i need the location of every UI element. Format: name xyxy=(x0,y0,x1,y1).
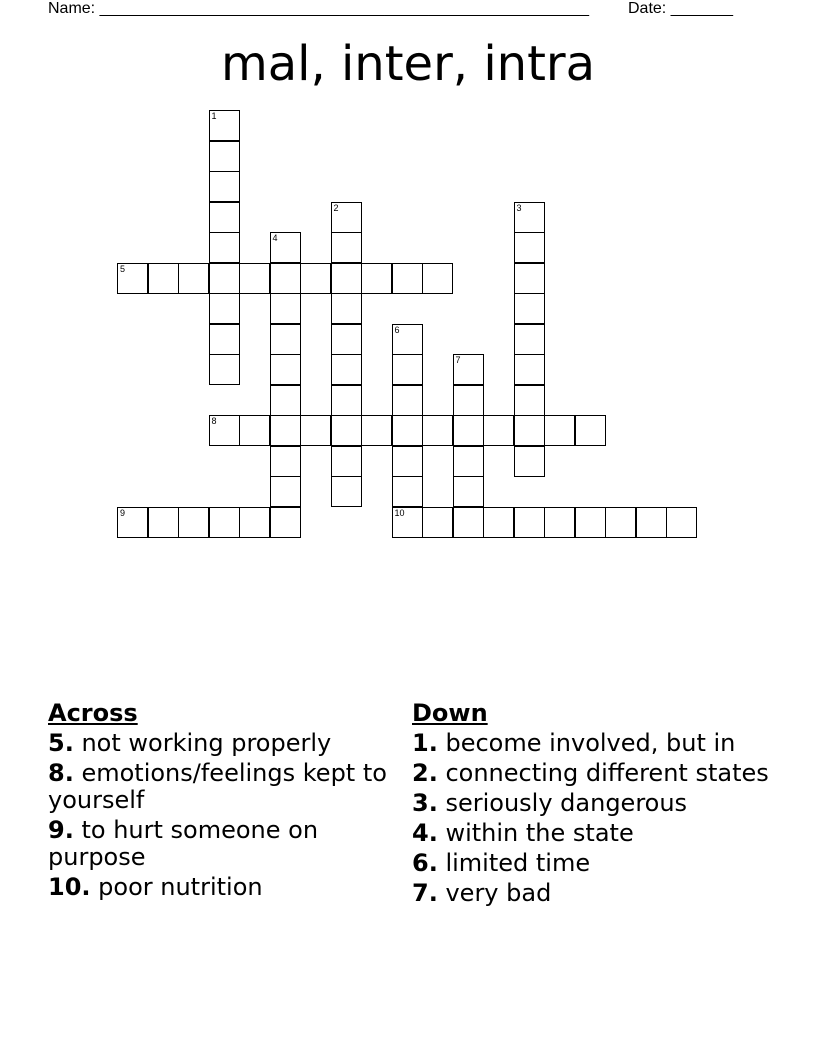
grid-cell[interactable] xyxy=(270,476,301,507)
grid-cell[interactable] xyxy=(514,263,545,294)
grid-cell[interactable] xyxy=(209,232,240,263)
grid-cell[interactable] xyxy=(422,507,453,538)
grid-cell[interactable] xyxy=(209,263,240,294)
clue-number: 3. xyxy=(412,789,438,817)
grid-cell[interactable] xyxy=(117,263,148,294)
grid-cell[interactable] xyxy=(300,415,331,446)
grid-cell[interactable] xyxy=(270,415,301,446)
page-title: mal, inter, intra xyxy=(220,36,596,92)
grid-cell[interactable] xyxy=(148,507,179,538)
clue-text: to hurt someone on purpose xyxy=(48,816,319,871)
grid-cell[interactable] xyxy=(300,263,331,294)
date-field: Date: _______ xyxy=(628,0,733,17)
clue-number: 1. xyxy=(412,729,438,757)
grid-cell[interactable] xyxy=(483,507,514,538)
clue-number: 8. xyxy=(48,759,74,787)
grid-cell[interactable] xyxy=(392,507,423,538)
grid-cell[interactable] xyxy=(422,415,453,446)
grid-cell[interactable] xyxy=(270,446,301,477)
grid-cell[interactable] xyxy=(453,446,484,477)
grid-cell[interactable] xyxy=(361,263,392,294)
across-clues xyxy=(48,700,388,904)
grid-cell[interactable] xyxy=(514,293,545,324)
grid-cell[interactable] xyxy=(209,293,240,324)
grid-cell[interactable] xyxy=(270,324,301,355)
grid-cell[interactable] xyxy=(331,202,362,233)
grid-cell[interactable] xyxy=(361,415,392,446)
grid-cell[interactable] xyxy=(209,202,240,233)
grid-cell[interactable] xyxy=(148,263,179,294)
grid-cell[interactable] xyxy=(239,415,270,446)
grid-cell[interactable] xyxy=(514,415,545,446)
grid-cell[interactable] xyxy=(514,385,545,416)
grid-cell[interactable] xyxy=(331,354,362,385)
grid-cell[interactable] xyxy=(331,293,362,324)
clue-down-3 xyxy=(412,790,772,817)
cell-number: 5 xyxy=(120,263,126,274)
grid-cell[interactable] xyxy=(422,263,453,294)
grid-cell[interactable] xyxy=(331,476,362,507)
clue-number: 7. xyxy=(412,879,438,907)
grid-cell[interactable] xyxy=(453,415,484,446)
clue-text: limited time xyxy=(445,849,591,877)
grid-cell[interactable] xyxy=(514,202,545,233)
grid-cell[interactable] xyxy=(666,507,697,538)
grid-cell[interactable] xyxy=(270,385,301,416)
grid-cell[interactable] xyxy=(453,476,484,507)
cell-number: 6 xyxy=(394,324,400,335)
cell-number: 4 xyxy=(272,233,278,243)
grid-cell[interactable] xyxy=(209,110,240,141)
clue-number: 5. xyxy=(48,729,74,757)
grid-cell[interactable] xyxy=(239,263,270,294)
grid-cell[interactable] xyxy=(331,415,362,446)
across-heading: Across xyxy=(48,699,138,727)
cell-number: 9 xyxy=(120,507,126,518)
cell-number: 2 xyxy=(333,202,339,213)
clue-number: 4. xyxy=(412,819,438,847)
clue-text: become involved, but in xyxy=(445,729,736,757)
grid-cell[interactable] xyxy=(514,232,545,263)
grid-cell[interactable] xyxy=(270,507,301,538)
grid-cell[interactable] xyxy=(270,232,301,263)
clue-down-4 xyxy=(412,820,772,847)
grid-cell[interactable] xyxy=(544,507,575,538)
grid-cell[interactable] xyxy=(331,324,362,355)
grid-cell[interactable] xyxy=(178,507,209,538)
cell-number: 10 xyxy=(394,507,405,518)
cell-number: 8 xyxy=(211,416,217,426)
grid-cell[interactable] xyxy=(575,415,606,446)
clue-across-10 xyxy=(48,874,388,901)
grid-cell[interactable] xyxy=(514,354,545,385)
grid-cell[interactable] xyxy=(392,476,423,507)
grid-cell[interactable] xyxy=(331,263,362,294)
clue-down-7 xyxy=(412,880,772,907)
grid-cell[interactable] xyxy=(392,385,423,416)
cell-number: 7 xyxy=(455,355,461,365)
clue-number: 10. xyxy=(48,873,91,901)
down-clues xyxy=(412,700,772,910)
clue-number: 2. xyxy=(412,759,438,787)
clue-text: connecting different states xyxy=(445,759,769,787)
clue-text: not working properly xyxy=(81,729,332,757)
grid-cell[interactable] xyxy=(331,232,362,263)
grid-cell[interactable] xyxy=(575,507,606,538)
grid-cell[interactable] xyxy=(270,354,301,385)
grid-cell[interactable] xyxy=(209,415,240,446)
grid-cell[interactable] xyxy=(209,354,240,385)
grid-cell[interactable] xyxy=(605,507,636,538)
cell-number: 1 xyxy=(211,111,217,121)
grid-cell[interactable] xyxy=(270,293,301,324)
clue-number: 6. xyxy=(412,849,438,877)
clue-text: seriously dangerous xyxy=(445,789,688,817)
grid-cell[interactable] xyxy=(392,263,423,294)
grid-cell[interactable] xyxy=(636,507,667,538)
grid-cell[interactable] xyxy=(209,324,240,355)
clue-across-8 xyxy=(48,760,388,814)
grid-cell[interactable] xyxy=(453,507,484,538)
clue-text: within the state xyxy=(445,819,634,847)
clue-down-2 xyxy=(412,760,772,787)
grid-cell[interactable] xyxy=(270,263,301,294)
grid-cell[interactable] xyxy=(331,446,362,477)
grid-cell[interactable] xyxy=(392,354,423,385)
grid-cell[interactable] xyxy=(514,507,545,538)
down-heading: Down xyxy=(412,699,488,727)
grid-cell[interactable] xyxy=(453,354,484,385)
grid-cell[interactable] xyxy=(514,446,545,477)
grid-cell[interactable] xyxy=(239,507,270,538)
grid-cell[interactable] xyxy=(514,324,545,355)
grid-cell[interactable] xyxy=(117,507,148,538)
name-field: Name: _______________________________________________________ xyxy=(48,0,589,17)
clue-number: 9. xyxy=(48,816,74,844)
clue-across-9 xyxy=(48,817,388,871)
grid-cell[interactable] xyxy=(209,171,240,202)
grid-cell[interactable] xyxy=(392,446,423,477)
clue-text: poor nutrition xyxy=(98,873,263,901)
clue-down-6 xyxy=(412,850,772,877)
grid-cell[interactable] xyxy=(392,415,423,446)
clue-text: emotions/feelings kept to yourself xyxy=(48,759,387,814)
grid-cell[interactable] xyxy=(331,385,362,416)
clue-across-5 xyxy=(48,730,388,757)
grid-cell[interactable] xyxy=(544,415,575,446)
grid-cell[interactable] xyxy=(178,263,209,294)
grid-cell[interactable] xyxy=(453,385,484,416)
grid-cell[interactable] xyxy=(209,141,240,172)
grid-cell[interactable] xyxy=(209,507,240,538)
grid-cell[interactable] xyxy=(483,415,514,446)
grid-cell[interactable] xyxy=(392,324,423,355)
clue-text: very bad xyxy=(445,879,552,907)
clue-down-1 xyxy=(412,730,772,757)
cell-number: 3 xyxy=(516,202,522,213)
